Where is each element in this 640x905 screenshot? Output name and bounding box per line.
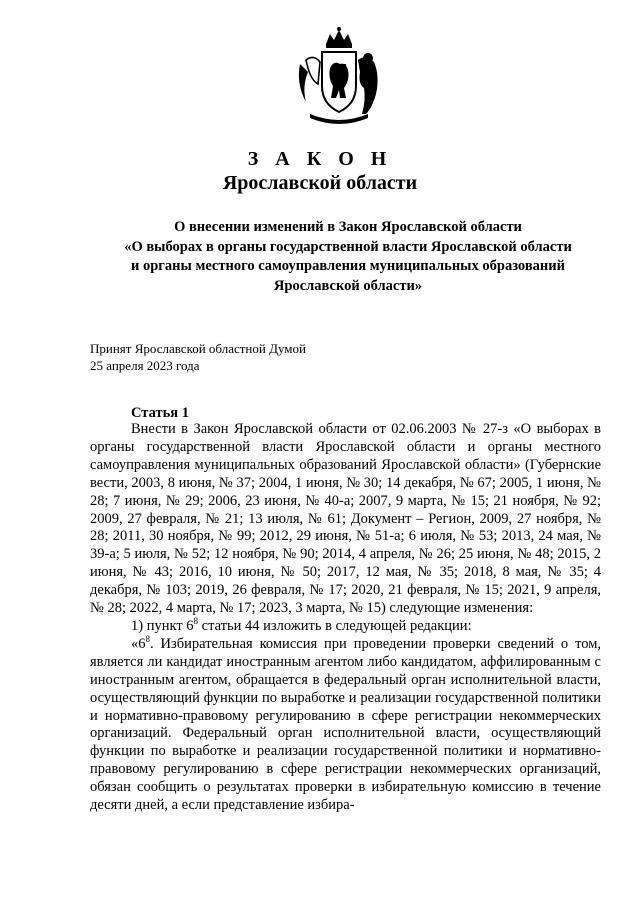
- item-text-tail: статьи 44 изложить в следующей редакции:: [198, 617, 472, 634]
- quote-open: «6: [131, 635, 146, 652]
- article-body: [90, 421, 601, 815]
- subtitle-line: «О выборах в органы государственной власти Ярославской области: [124, 238, 572, 255]
- subtitle-line: Ярославской области»: [273, 277, 423, 294]
- document-region: Ярославской области: [222, 172, 418, 194]
- subtitle-line: и органы местного самоуправления муниципальных образований: [131, 258, 565, 274]
- coat-of-arms-icon: [286, 24, 392, 130]
- quote-superscript: 8: [145, 634, 150, 645]
- article-intro-paragraph: Внести в Закон Ярославской области от 02.06.2003 № 27-з «О выборах в органы государственной власти Ярославской области и органы местного самоуправления муниципальных образований Ярославской области» (Губернские вести, 2003, 8 июня, № 37; 2004, 1 июня, № 30; 14 декабря, № 67; 2005, 1 июня, № 28; 7 июня, № 29; 2006, 23 июня, № 40-а; 2007, 9 марта, № 15; 21 ноября, № 92; 2009, 27 февраля, № 21; 13 июля, № 61; Документ – Регион, 2009, 27 ноября, № 28; 2011, 30 ноября, № 99; 2012, 29 июня, № 51-а; 6 июля, № 53; 2013, 24 мая, № 39-а; 5 июля, № 52; 12 ноября, № 90; 2014, 4 апреля, № 26; 25 июня, № 48; 2015, 2 июня, № 43; 2016, 10 июня, № 50; 2017, 12 мая, № 35; 2018, 8 мая, № 35; 4 декабря, № 103; 2019, 26 февраля, № 17; 2020, 21 февраля, № 15; 2021, 9 апреля, № 28; 2022, 4 марта, № 17; 2023, 3 марта, № 15) следующие изменения:: [90, 421, 601, 617]
- subtitle-line: О внесении изменений в Закон Ярославской области: [174, 219, 522, 235]
- item-superscript: 8: [193, 616, 199, 627]
- amendment-item-paragraph: [90, 618, 601, 636]
- article-heading: Статья 1: [131, 405, 189, 421]
- document-title: З А К О Н: [247, 148, 393, 170]
- quoted-paragraph: [90, 636, 601, 815]
- document-subtitle: [90, 218, 606, 296]
- adoption-note: [90, 340, 306, 374]
- adoption-authority: Принят Ярославской областной Думой: [90, 341, 306, 356]
- item-text: 1) пункт 6: [131, 617, 194, 634]
- adoption-date: 25 апреля 2023 года: [90, 358, 200, 373]
- quote-text: . Избирательная комиссия при проведении проверки сведений о том, является ли кандидат иностранным агентом либо кандидатом, аффилированным с иностранным агентом, обращается в федеральный орган исполнительной власти, осуществляющий функции по выработке и реализации государственной политики и нормативно-правовому регулированию в сфере регистрации некоммерческих организаций. Федеральный орган исполнительной власти, осуществляющий функции по выработке и реализации государственной политики и нормативно-правовому регулированию в сфере регистрации некоммерческих организаций, обязан сообщить о результатах проверки в избирательную комиссию в течение десяти дней, а если представление избира-: [90, 635, 601, 814]
